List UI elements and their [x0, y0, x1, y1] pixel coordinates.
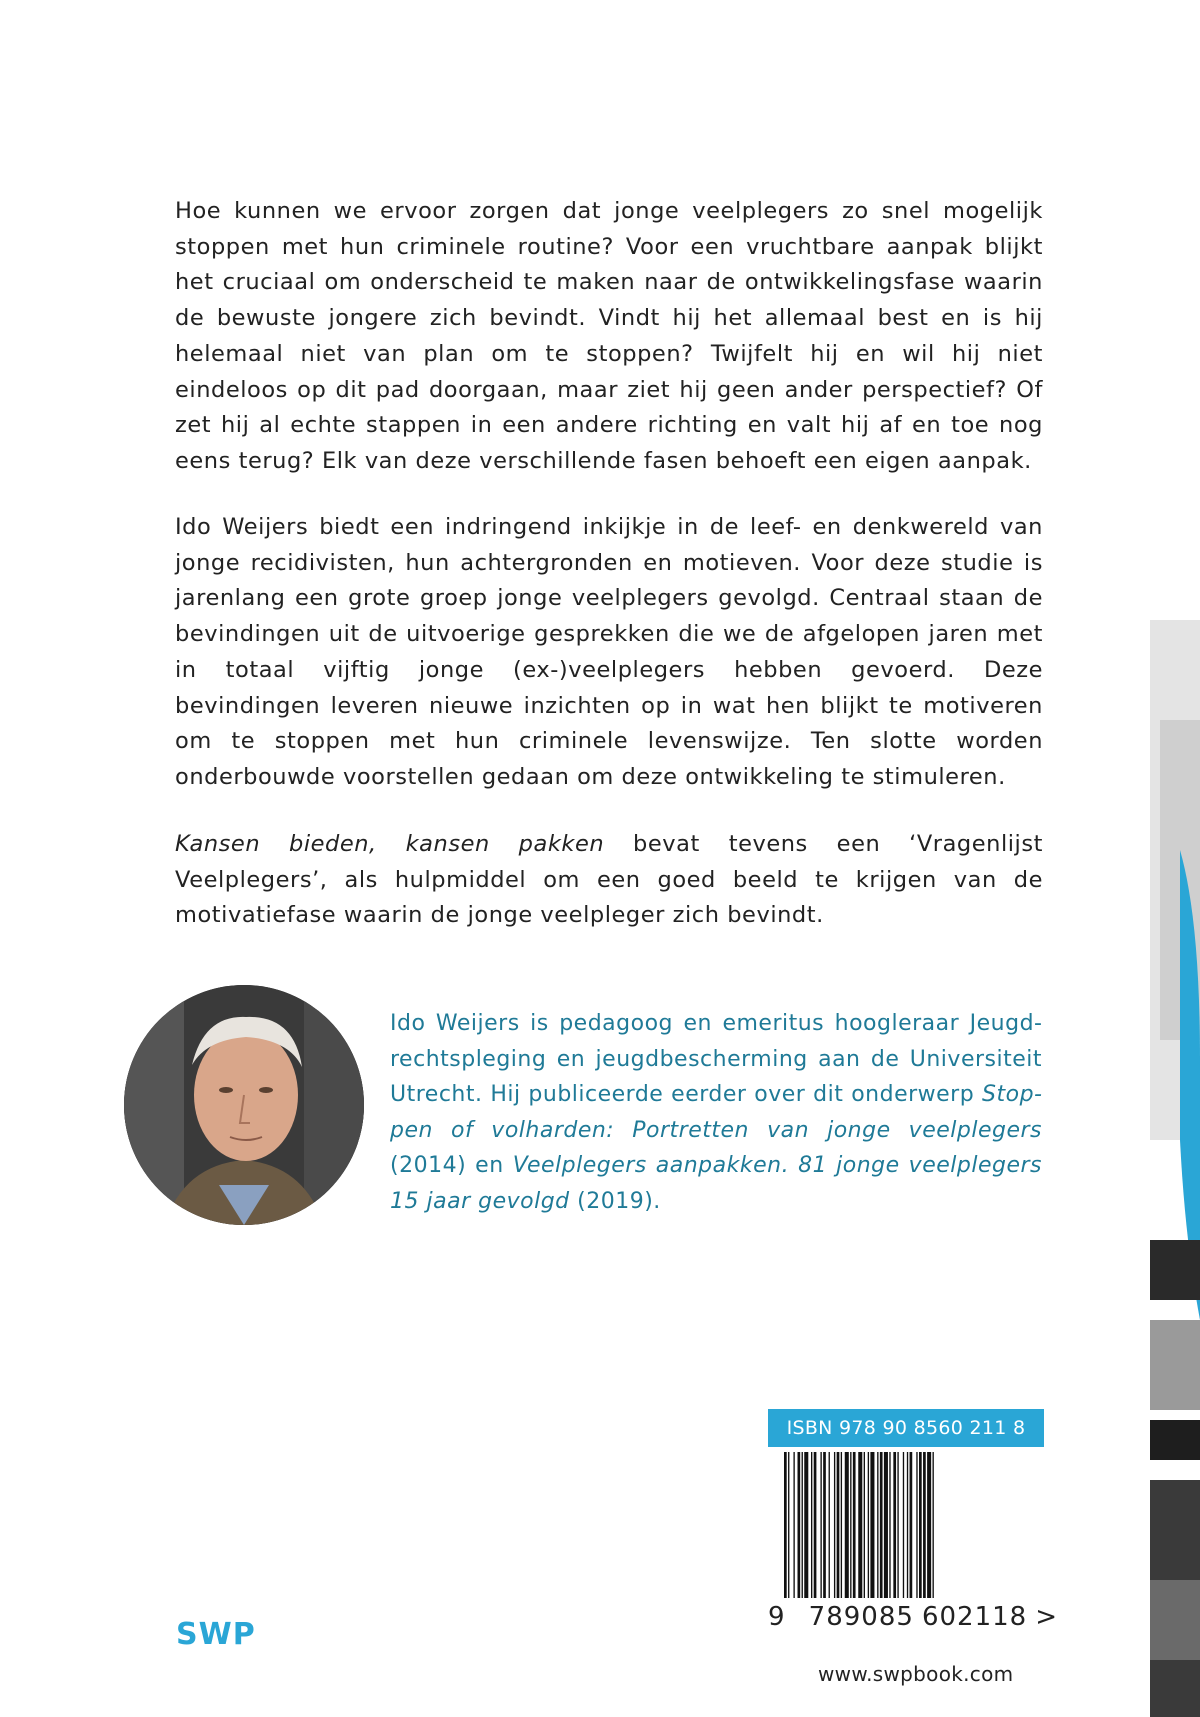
barcode-bar [820, 1452, 821, 1598]
barcode-bar [919, 1452, 922, 1598]
isbn-label: ISBN 978 90 8560 211 8 [768, 1409, 1044, 1447]
barcode-bar [880, 1452, 883, 1598]
bio-text-2: (2014) en [390, 1153, 513, 1179]
barcode-bar [877, 1452, 878, 1598]
barcode-bar [884, 1452, 888, 1598]
barcode-bar [907, 1452, 908, 1598]
barcode-bar [804, 1452, 808, 1598]
barcode-bar [923, 1452, 926, 1598]
barcode-bar [793, 1452, 794, 1598]
barcode-bar [893, 1452, 896, 1598]
barcode-bar [798, 1452, 801, 1598]
barcode-bar [850, 1452, 851, 1598]
blurb-paragraph-1: Hoe kunnen we ervoor zorgen dat jonge veelplegers zo snel mogelijk stoppen met hun criminele routine? Voor een vruchtbare aanpak blijkt het cruciaal om onderscheid te maken naar de ontwikkelingsfase waarin de bewuste jongere zich bevindt. Vindt hij het allemaal best en is hij helemaal niet van plan om te stoppen? Twijfelt hij en wil hij niet eindeloos op dit pad doorgaan, maar ziet hij geen ander perspectief? Of zet hij al echte stappen in een andere richting en valt hij af en toe nog eens terug? Elk van deze verschillende fasen behoeft een eigen aanpak. [175, 198, 1043, 474]
publisher-website: www.swpbook.com [818, 1662, 1014, 1686]
barcode-bar [858, 1452, 862, 1598]
barcode-bar [837, 1452, 840, 1598]
bio-text-3: (2019). [569, 1188, 661, 1214]
barcode-bar [916, 1452, 917, 1598]
barcode-bar [910, 1452, 913, 1598]
barcode-bar [829, 1452, 830, 1598]
barcode-bar [788, 1452, 789, 1598]
barcode-bar [784, 1452, 787, 1598]
author-photo [124, 985, 364, 1225]
barcode-arrow: > [1035, 1602, 1058, 1632]
barcode-bar [870, 1452, 874, 1598]
barcode-bar [853, 1452, 856, 1598]
bio-book-1: Stoppen of volharden: Portretten van jonge veelplegers [390, 1082, 1042, 1143]
barcode-bar [864, 1452, 865, 1598]
blurb-paragraph-3-text: bevat tevens een ‘Vragenlijst Veelplegers’, als hulpmiddel om een goed beeld te krijgen van de motivatiefase waarin de jonge veelpleger zich bevindt. [175, 831, 1043, 929]
barcode-bar [841, 1452, 842, 1598]
publisher-logo: SWP [176, 1617, 256, 1652]
blurb-paragraph-3 [175, 827, 1043, 934]
barcode-bar [933, 1452, 934, 1598]
barcode-group-2: 602118 [921, 1602, 1028, 1632]
barcode-bar [834, 1452, 835, 1598]
barcode-bar [823, 1452, 826, 1598]
cover-edge-decoration [1150, 620, 1200, 1717]
barcode-bar [814, 1452, 817, 1598]
author-bio [390, 1006, 1042, 1220]
barcode-group-1: 789085 [808, 1602, 914, 1632]
barcode-bar [889, 1452, 890, 1598]
barcode [784, 1452, 1028, 1598]
barcode-bar [903, 1452, 904, 1598]
barcode-bar [811, 1452, 812, 1598]
barcode-digits [768, 1602, 1058, 1632]
book-title: Kansen bieden, kansen pakken [175, 831, 605, 857]
bio-book-2: Veelplegers aanpakken. 81 jonge veelplegers 15 jaar gevolgd [390, 1153, 1042, 1214]
barcode-bar [868, 1452, 869, 1598]
barcode-first-digit: 9 [768, 1602, 786, 1632]
barcode-bar [802, 1452, 803, 1598]
bio-text-1: Ido Weijers is pedagoog en emeritus hoogleraar Jeugdrechtspleging en jeugdbescherming aan de Universiteit Utrecht. Hij publiceerde eerder over dit onderwerp [390, 1011, 1042, 1108]
barcode-bar [845, 1452, 849, 1598]
blurb-paragraph-2: Ido Weijers biedt een indringend inkijkje in de leef- en denkwereld van jonge recidivisten, hun achtergronden en motieven. Voor deze studie is jarenlang een grote groep jonge veelplegers gevolgd. Centraal staan de bevindingen uit de uitvoerige gesprekken die we de afgelopen jaren met in totaal vijftig jonge (ex-)veelplegers hebben gevoerd. Deze bevindingen leveren nieuwe inzichten op in wat hen blijkt te motiveren om te stoppen met hun criminele levenswijze. Ten slotte worden onderbouwde voorstellen gedaan om deze ontwikkeling te stimuleren. [175, 514, 1043, 790]
barcode-bar [927, 1452, 931, 1598]
barcode-bar [897, 1452, 898, 1598]
